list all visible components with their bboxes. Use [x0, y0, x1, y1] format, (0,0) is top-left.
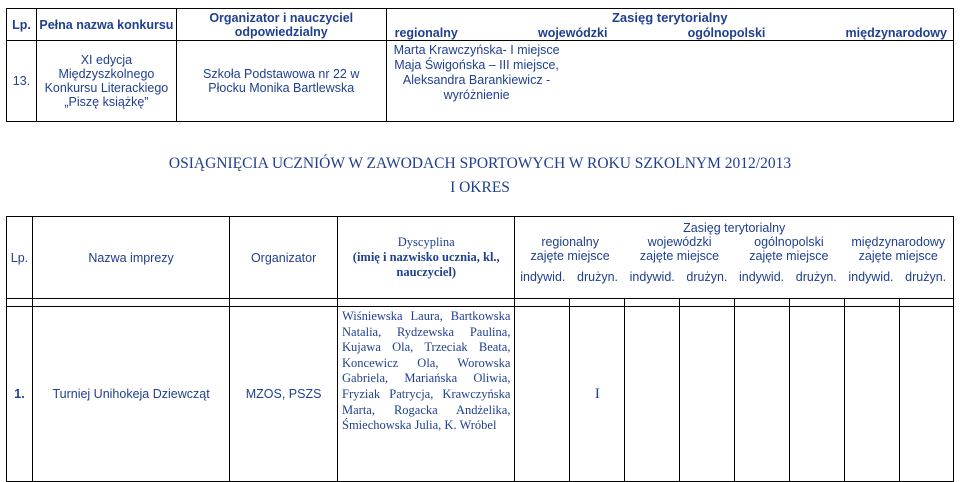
team-label: drużyn.: [905, 270, 947, 284]
place-row: [515, 249, 953, 263]
level-international: międzynarodowy: [851, 235, 946, 249]
col-range: [386, 9, 953, 41]
col-lp: Lp.: [7, 217, 33, 299]
team-label: drużyn.: [686, 270, 728, 284]
level-international: międzynarodowy: [845, 26, 947, 40]
row-range: [386, 41, 953, 122]
competition-table: [6, 8, 954, 122]
team-label: drużyn.: [795, 270, 837, 284]
col-range: [515, 217, 954, 299]
regional-result: Marta Krawczyńska- I miejsce Maja Świgońska – III miejsce, Aleksandra Barankiewicz - wyróżnienie: [393, 43, 560, 102]
range-header: Zasięg terytorialny: [611, 10, 728, 25]
level-national: ogólnopolski: [687, 26, 766, 40]
level-voivodeship: wojewódzki: [647, 235, 712, 249]
discipline-sub: (imię i nazwisko ucznia, kl., nauczyciel): [352, 250, 500, 279]
col-organizer: Organizator i nauczyciel odpowiedzialny: [176, 9, 386, 41]
col-lp: Lp.: [7, 9, 37, 41]
row-organizer: MZOS, PSZS: [230, 307, 338, 482]
range-header: Zasięg terytorialny: [683, 221, 786, 235]
place-label: zajęte miejsce: [530, 249, 610, 263]
row-regional-team: I: [570, 307, 625, 482]
place-label: zajęte miejsce: [749, 249, 829, 263]
level-national: ogólnopolski: [754, 235, 824, 249]
type-row: [515, 270, 953, 284]
row-lp: 13.: [7, 41, 37, 122]
col-event: Nazwa imprezy: [32, 217, 229, 299]
col-competition-name: Pełna nazwa konkursu: [36, 9, 176, 41]
page-title: [0, 152, 960, 200]
place-label: zajęte miejsce: [858, 249, 938, 263]
place-label: zajęte miejsce: [639, 249, 720, 263]
col-organizer: Organizator: [230, 217, 338, 299]
indiv-label: indywid.: [738, 270, 785, 284]
indiv-label: indywid.: [629, 270, 675, 284]
title-line-2: I OKRES: [450, 179, 510, 196]
spacer-row: [7, 299, 954, 307]
level-voivodeship: wojewódzki: [537, 26, 608, 40]
indiv-label: indywid.: [520, 270, 566, 284]
range-levels: [387, 25, 953, 40]
level-regional: regionalny: [394, 26, 458, 40]
row-organizer: Szkoła Podstawowa nr 22 w Płocku Monika Bartlewska: [176, 41, 386, 122]
sports-table: [6, 216, 954, 482]
indiv-label: indywid.: [848, 270, 894, 284]
row-lp: 1.: [7, 307, 33, 482]
level-regional: regionalny: [541, 235, 599, 249]
row-event: Turniej Unihokeja Dziewcząt: [32, 307, 229, 482]
row-students: Wiśniewska Laura, Bartkowska Natalia, Rydzewska Paulina, Kujawa Ola, Trzeciak Beata, Koncewicz Ola, Worowska Gabriela, Mariańska Oliwia, Fryziak Patrycja, Krawczyńska Marta, Rogacka Andżelika, Śmiechowska Julia, K. Wróbel: [338, 307, 515, 482]
col-discipline: [338, 217, 515, 299]
team-label: drużyn.: [577, 270, 618, 284]
table-row: [7, 307, 954, 482]
discipline-label: Dyscyplina: [397, 235, 455, 249]
row-competition-name: XI edycja Międzyszkolnego Konkursu Literackiego „Piszę książkę”: [36, 41, 176, 122]
range-levels: [515, 235, 953, 249]
title-line-1: OSIĄGNIĘCIA UCZNIÓW W ZAWODACH SPORTOWYCH W ROKU SZKOLNYM 2012/2013: [168, 155, 792, 172]
